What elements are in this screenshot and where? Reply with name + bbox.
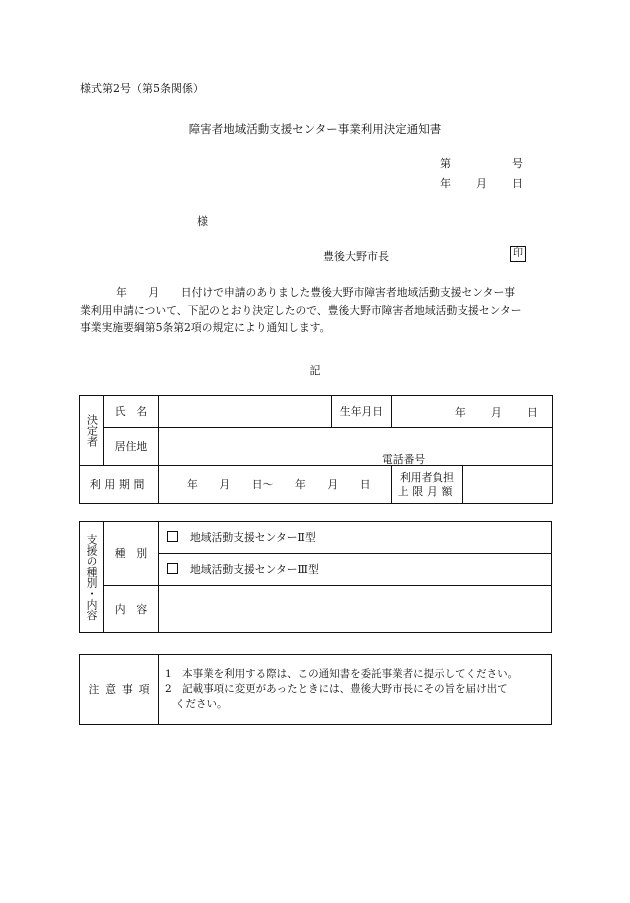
document-title: 障害者地域活動支援センター事業利用決定通知書 bbox=[188, 122, 442, 136]
type-label: 種 別 bbox=[104, 522, 159, 586]
address-value[interactable] bbox=[159, 428, 553, 466]
addressee-suffix: 様 bbox=[197, 215, 208, 228]
birth-value[interactable] bbox=[392, 396, 553, 428]
period-value[interactable] bbox=[159, 466, 392, 504]
burden-cell bbox=[392, 466, 553, 504]
option-2-label: 地域活動支援センターⅢ型 bbox=[190, 563, 319, 576]
burden-label bbox=[392, 466, 463, 503]
content-label: 内 容 bbox=[104, 586, 159, 633]
body-line-2: 業利用申請について、下記のとおり決定したので、豊後大野市障害者地域活動支援センター bbox=[80, 303, 522, 317]
support-table bbox=[79, 521, 552, 633]
notes-label: 注意事項 bbox=[80, 655, 159, 725]
note-1: 1 本事業を利用する際は、この通知書を委託事業者に提示してください。 bbox=[165, 668, 519, 680]
option-2-cell[interactable] bbox=[159, 554, 552, 586]
name-value[interactable] bbox=[159, 396, 332, 428]
note-2a: 2 記載事項に変更があったときには、豊後大野市長にその旨を届け出て bbox=[165, 683, 508, 695]
notice-body bbox=[80, 284, 550, 337]
ki-heading: 記 bbox=[309, 364, 321, 377]
recipient-table bbox=[79, 395, 553, 504]
option-1-label: 地域活動支援センターⅡ型 bbox=[190, 531, 316, 544]
birth-label: 生年月日 bbox=[332, 396, 392, 428]
name-label: 氏 名 bbox=[104, 396, 159, 428]
checkbox-icon[interactable] bbox=[167, 563, 178, 574]
number-dai: 第 bbox=[440, 157, 451, 170]
note-2b: ください。 bbox=[175, 698, 228, 710]
birth-year: 年 bbox=[455, 406, 466, 419]
birth-month: 月 bbox=[491, 406, 502, 419]
phone-label: 電話番号 bbox=[382, 453, 426, 466]
burden-label-1: 利用者負担 bbox=[400, 470, 454, 484]
issuer-name: 豊後大野市長 bbox=[323, 250, 389, 263]
issue-year: 年 bbox=[440, 177, 451, 190]
burden-value[interactable] bbox=[463, 466, 552, 503]
number-go: 号 bbox=[512, 157, 523, 170]
body-line-3: 事業実施要綱第5条第2項の規定により通知します。 bbox=[80, 321, 331, 334]
address-label: 居住地 bbox=[104, 428, 159, 466]
burden-label-2: 上限月額 bbox=[397, 484, 457, 498]
option-1-cell[interactable] bbox=[159, 522, 552, 554]
checkbox-icon[interactable] bbox=[167, 531, 178, 542]
notes-table bbox=[79, 654, 552, 725]
seal-mark: 印 bbox=[510, 246, 526, 262]
content-value[interactable] bbox=[159, 586, 552, 633]
body-line-1: 年 月 日付けで申請のありました豊後大野市障害者地域活動支援センター事 bbox=[116, 286, 516, 299]
decided-person-label: 決定者 bbox=[80, 396, 104, 466]
period-text: 年 月 日〜 年 月 日 bbox=[187, 478, 371, 491]
issue-day: 日 bbox=[512, 177, 523, 190]
notes-content bbox=[159, 655, 552, 725]
issue-month: 月 bbox=[476, 177, 487, 190]
period-label: 利用期間 bbox=[80, 466, 159, 504]
form-number: 様式第2号（第5条関係） bbox=[80, 82, 204, 95]
birth-day: 日 bbox=[527, 406, 538, 419]
support-type-label: 支援の種別・内容 bbox=[80, 522, 104, 633]
